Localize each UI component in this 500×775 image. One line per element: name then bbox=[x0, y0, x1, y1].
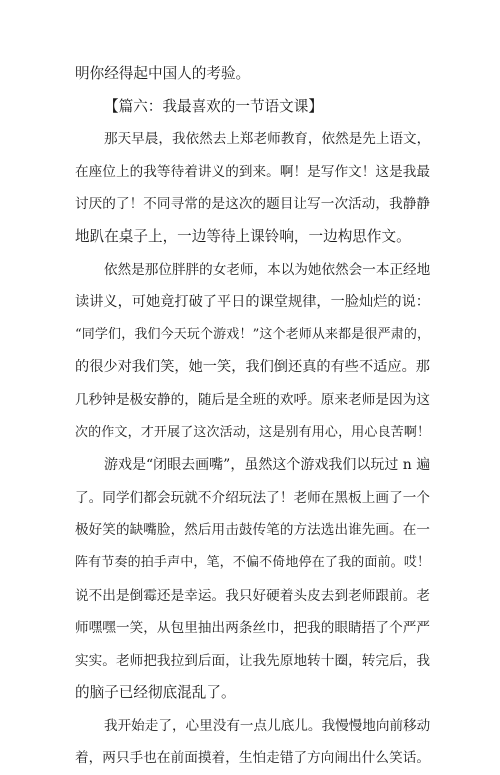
text-line: “同学们，我们今天玩个游戏！”这个老师从来都是很严肃的， bbox=[75, 326, 430, 342]
text-line: 了。同学们都会玩就不介绍玩法了！老师在黑板上画了一个 bbox=[75, 489, 430, 506]
text-line: 着，两只手也在前面摸着，生怕走错了方向闹出什么笑话。 bbox=[75, 750, 430, 767]
text-line: 次的作文，才开展了这次活动，这是别有用心，用心良苦啊！ bbox=[75, 424, 430, 440]
text-line: 读讲义，可她竟打破了平日的课堂规律，一脸灿烂的说： bbox=[75, 294, 430, 311]
text-line: 地趴在桌子上，一边等待上课铃响，一边构思作文。 bbox=[75, 227, 411, 245]
section-heading: 【篇六：我最喜欢的一节语文课】 bbox=[104, 97, 323, 115]
text-line: 说不出是倒霉还是幸运。我只好硬着头皮去到老师跟前。老 bbox=[75, 587, 430, 604]
text-line: 在座位上的我等待着讲义的到来。啊！是写作文！这是我最 bbox=[75, 163, 430, 180]
text-line: 的很少对我们笑，她一笑，我们倒还真的有些不适应。那 bbox=[75, 359, 430, 376]
text-line: 我开始走了，心里没有一点儿底儿。我慢慢地向前移动 bbox=[104, 717, 431, 734]
text-line: 的脑子已经彻底混乱了。 bbox=[75, 684, 236, 702]
text-line: 几秒钟是极安静的，随后是全班的欢呼。原来老师是因为这 bbox=[75, 391, 430, 408]
text-line: 师嘿嘿一笑，从包里抽出两条丝巾，把我的眼睛捂了个严严 bbox=[75, 620, 430, 637]
text-line: 阵有节奏的拍手声中，笔，不偏不倚地停在了我的面前。哎！ bbox=[75, 554, 430, 570]
text-line: 依然是那位胖胖的女老师，本以为她依然会一本正经地 bbox=[104, 261, 431, 278]
text-line: 游戏是“闭眼去画嘴”，虽然这个游戏我们以玩过 n 遍 bbox=[104, 457, 431, 474]
text-line: 那天早晨，我依然去上郑老师教育，依然是先上语文， bbox=[104, 131, 431, 148]
text-line: 明你经得起中国人的考验。 bbox=[75, 65, 251, 82]
text-line: 实实。老师把我拉到后面，让我先原地转十圈，转完后，我 bbox=[75, 652, 430, 669]
text-line: 极好笑的缺嘴脸，然后用击鼓传笔的方法选出谁先画。在一 bbox=[75, 522, 430, 539]
text-line: 讨厌的了！不同寻常的是这次的题目让写一次活动，我静静 bbox=[75, 196, 430, 213]
document-body bbox=[75, 58, 430, 775]
